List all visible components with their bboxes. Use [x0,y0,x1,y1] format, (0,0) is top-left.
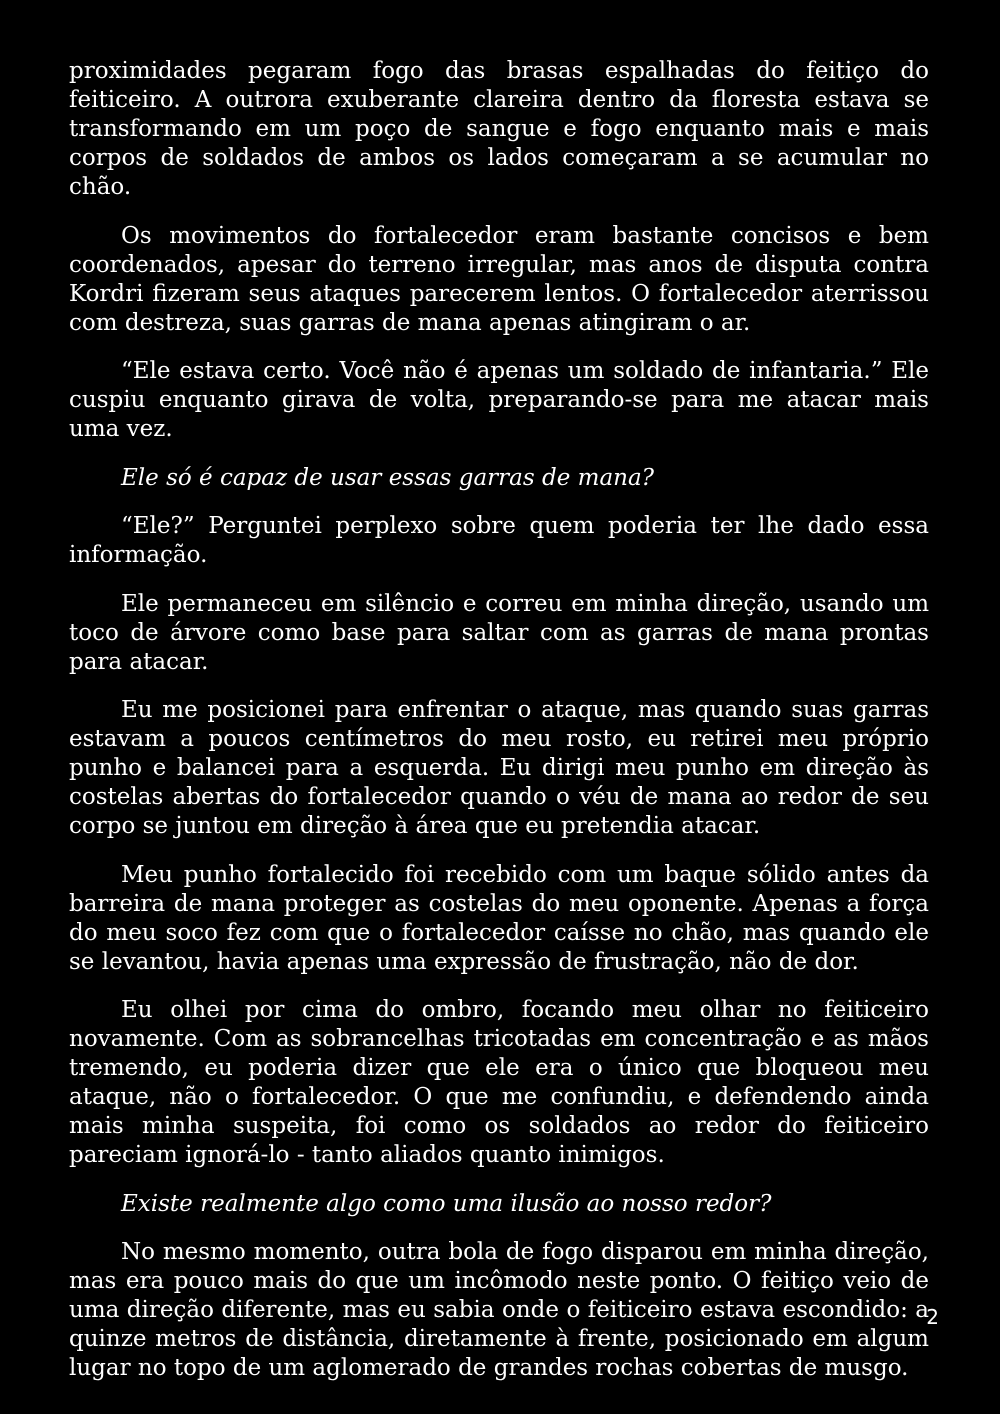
page-body [69,57,929,1403]
paragraph-7: Eu me posicionei para enfrentar o ataque, mas quando suas garras estavam a poucos centímetros do meu rosto, eu retirei meu próprio punho e balancei para a esquerda. Eu dirigi meu punho em direção às costelas abertas do fortalecedor quando o véu de mana ao redor de seu corpo se juntou em direção à área que eu pretendia atacar. [69,697,929,839]
paragraph-2: Os movimentos do fortalecedor eram bastante concisos e bem coordenados, apesar do terreno irregular, mas anos de disputa contra Kordri fizeram seus ataques parecerem lentos. O fortalecedor aterrissou com destreza, suas garras de mana apenas atingiram o ar. [69,222,929,336]
paragraph-10-thought: Existe realmente algo como uma ilusão ao nosso redor? [121,1190,772,1217]
paragraph-1: proximidades pegaram fogo das brasas espalhadas do feitiço do feiticeiro. A outrora exuberante clareira dentro da floresta estava se transformando em um poço de sangue e fogo enquanto mais e mais corpos de soldados de ambos os lados começaram a se acumular no chão. [69,58,929,200]
paragraph-3-dialogue: “Ele estava certo. Você não é apenas um soldado de infantaria.” Ele cuspiu enquanto girava de volta, preparando-se para me atacar mais uma vez. [69,358,929,442]
paragraph-4-thought: Ele só é capaz de usar essas garras de mana? [121,464,655,491]
paragraph-11: No mesmo momento, outra bola de fogo disparou em minha direção, mas era pouco mais do que um incômodo neste ponto. O feitiço veio de uma direção diferente, mas eu sabia onde o feiticeiro estava escondido: a quinze metros de distância, diretamente à frente, posicionado em algum lugar no topo de um aglomerado de grandes rochas cobertas de musgo. [69,1239,929,1381]
paragraph-8: Meu punho fortalecido foi recebido com um baque sólido antes da barreira de mana proteger as costelas do meu oponente. Apenas a força do meu soco fez com que o fortalecedor caísse no chão, mas quando ele se levantou, havia apenas uma expressão de frustração, não de dor. [69,861,929,975]
paragraph-6: Ele permaneceu em silêncio e correu em minha direção, usando um toco de árvore como base para saltar com as garras de mana prontas para atacar. [69,590,929,675]
page-number: 2 [926,1305,939,1329]
paragraph-5-dialogue: “Ele?” Perguntei perplexo sobre quem poderia ter lhe dado essa informação. [69,513,929,568]
paragraph-9: Eu olhei por cima do ombro, focando meu olhar no feiticeiro novamente. Com as sobrancelhas tricotadas em concentração e as mãos tremendo, eu poderia dizer que ele era o único que bloqueou meu ataque, não o fortalecedor. O que me confundiu, e defendendo ainda mais minha suspeita, foi como os soldados ao redor do feiticeiro pareciam ignorá-lo - tanto aliados quanto inimigos. [69,997,929,1168]
